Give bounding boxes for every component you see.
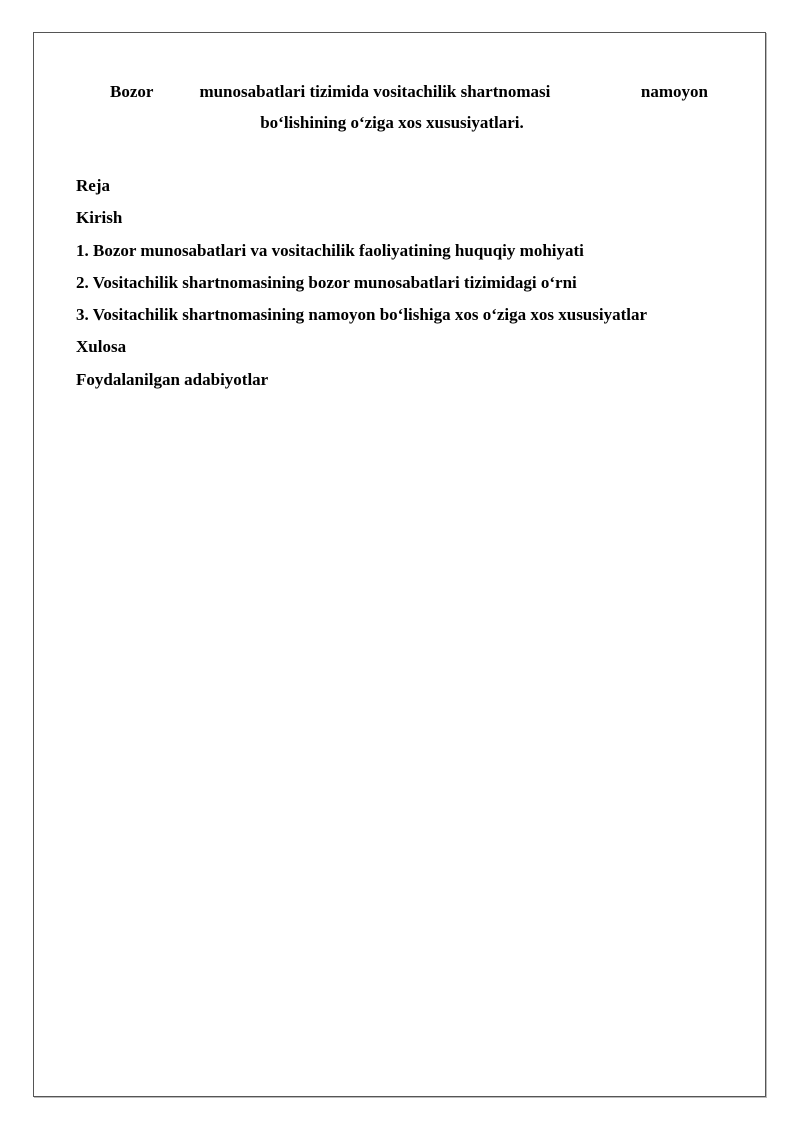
plan-item-introduction: Kirish (76, 208, 123, 228)
title-phrase-middle: munosabatlari tizimida vositachilik shartnomasi (199, 82, 551, 101)
title-line-2: bo‘lishining o‘ziga xos xususiyatlari. (260, 113, 524, 132)
document-title (110, 76, 708, 138)
plan-item-3: 3. Vositachilik shartnomasining namoyon bo‘lishiga xos o‘ziga xos xususiyatlar (76, 305, 648, 325)
title-line-1 (110, 76, 708, 107)
title-word-left: Bozor (110, 82, 154, 101)
plan-item-1: 1. Bozor munosabatlari va vositachilik faoliyatining huquqiy mohiyati (76, 240, 584, 260)
plan-item-2: 2. Vositachilik shartnomasining bozor munosabatlari tizimidagi o‘rni (76, 272, 577, 292)
title-word-right: namoyon (640, 82, 708, 101)
plan-heading: Reja (76, 176, 110, 195)
plan-item-references: Foydalanilgan adabiyotlar (76, 369, 269, 389)
plan-section (76, 170, 647, 396)
plan-item-conclusion: Xulosa (76, 337, 127, 357)
